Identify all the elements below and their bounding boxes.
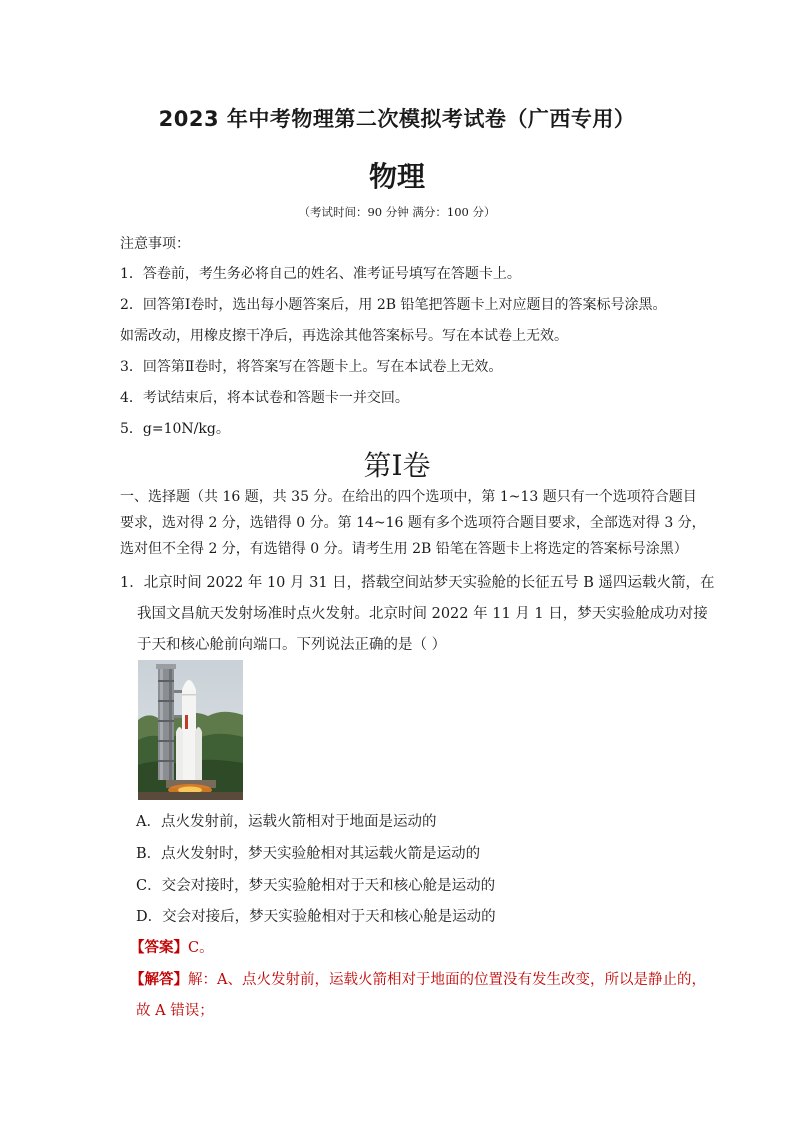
question-text-line: 于天和核心舱前向端口。下列说法正确的是（ ） [137,637,447,653]
analysis-text: 解：A、点火发射前，运载火箭相对于地面的位置没有发生改变，所以是静止的， [188,972,706,988]
rocket-launch-photo [138,660,243,800]
exam-title: 2023 年中考物理第二次模拟考试卷（广西专用） [158,107,636,131]
analysis-label: 【解答】 [130,971,188,988]
answer-line [130,936,214,957]
section-instructions-line: 一、选择题（共 16 题，共 35 分。在给出的四个选项中，第 1~13 题只有一个选项符合题目 [120,489,697,505]
note-item: 3．回答第Ⅱ卷时，将答案写在答题卡上。写在本试卷上无效。 [120,359,503,375]
subject-heading: 物理 [368,160,425,193]
analysis-text-cont: 故 A 错误； [136,1003,214,1019]
option-d: D．交会对接后，梦天实验舱相对于天和核心舱是运动的 [136,909,496,925]
section-instructions-line: 要求，选对得 2 分，选错得 0 分。第 14~16 题有多个选项符合题目要求，全部选对得 3 分， [120,515,706,531]
answer-value: C。 [188,940,214,956]
notes-heading: 注意事项： [120,236,190,252]
option-b: B．点火发射时，梦天实验舱相对其运载火箭是运动的 [136,846,481,862]
exam-time-info: （考试时间：90 分钟 满分：100 分） [298,205,496,219]
note-item: 4．考试结束后，将本试卷和答题卡一并交回。 [120,390,409,406]
note-item: 5．g=10N/kg。 [120,421,230,437]
option-a: A．点火发射前，运载火箭相对于地面是运动的 [136,814,437,830]
analysis-line [130,968,706,989]
option-c: C．交会对接时，梦天实验舱相对于天和核心舱是运动的 [136,878,496,894]
note-item: 如需改动，用橡皮擦干净后，再选涂其他答案标号。写在本试卷上无效。 [120,328,568,344]
question-text-line: 1．北京时间 2022 年 10 月 31 日，搭载空间站梦天实验舱的长征五号 B 遥四运载火箭，在 [120,575,715,591]
note-item: 1．答卷前，考生务必将自己的姓名、准考证号填写在答题卡上。 [120,266,521,282]
note-item: 2．回答第Ⅰ卷时，选出每小题答案后，用 2B 铅笔把答题卡上对应题目的答案标号涂黑。 [120,297,667,313]
section-title: 第Ⅰ卷 [363,449,431,482]
question-text-line: 我国文昌航天发射场准时点火发射。北京时间 2022 年 11 月 1 日，梦天实验舱成功对接 [137,606,708,622]
section-instructions-line: 选对但不全得 2 分，有选错得 0 分。请考生用 2B 铅笔在答题卡上将选定的答案标号涂黑） [120,541,688,557]
answer-label: 【答案】 [130,939,188,956]
